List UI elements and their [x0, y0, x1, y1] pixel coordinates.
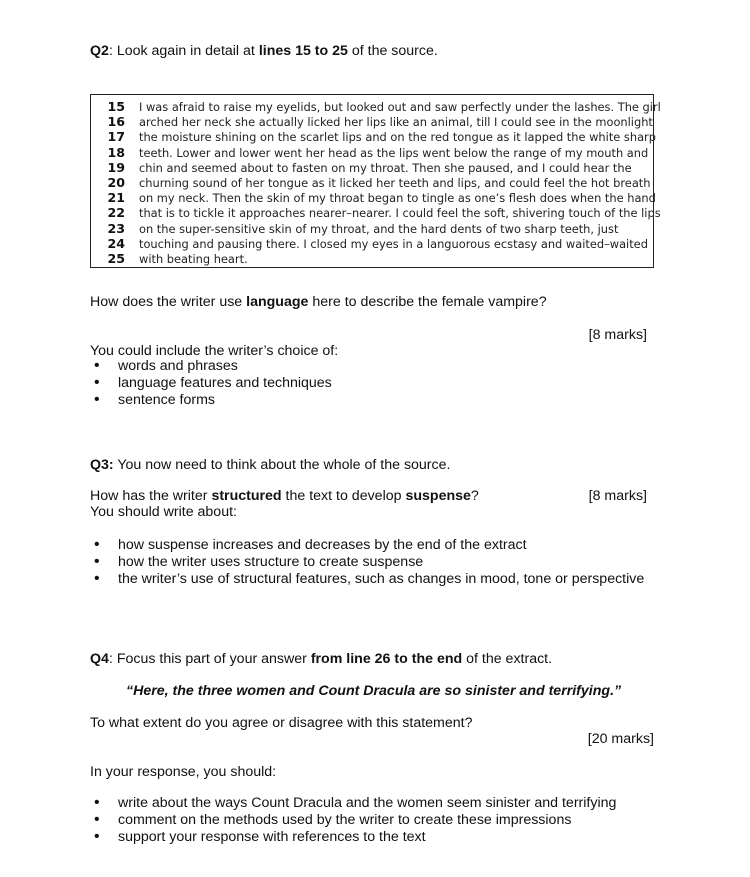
source-line	[101, 160, 632, 175]
q3-marks: [8 marks]	[588, 488, 647, 504]
line-number: 25	[107, 251, 125, 266]
source-line	[101, 190, 656, 205]
q4-instruction: Q4: Focus this part of your answer from line 26 to the end of the extract.	[90, 651, 553, 667]
list-item: • support your response with references to the text	[92, 829, 616, 846]
list-item: • comment on the methods used by the writer to create these impressions	[92, 812, 616, 829]
q4-question: To what extent do you agree or disagree with this statement?	[90, 715, 473, 731]
line-number: 23	[107, 220, 125, 236]
source-line	[101, 251, 248, 266]
source-extract-box	[90, 94, 661, 268]
q3-label: Q3:	[90, 457, 114, 473]
q2-question: How does the writer use language here to describe the female vampire?	[90, 294, 547, 310]
source-line	[101, 129, 656, 144]
line-number: 20	[107, 175, 125, 190]
line-number: 24	[107, 235, 125, 251]
line-text: touching and pausing there. I closed my eyes in a languorous ecstasy and waited–waited	[139, 236, 648, 251]
line-number: 18	[107, 144, 125, 160]
source-line	[101, 99, 661, 114]
q2-label: Q2	[90, 43, 109, 59]
line-number: 16	[107, 114, 125, 130]
line-text: churning sound of her tongue as it licked her teeth and lips, and could feel the hot breath	[139, 176, 651, 190]
list-item: • language features and techniques	[92, 375, 332, 392]
line-text: the moisture shining on the scarlet lips and on the red tongue as it lapped the white sharp	[139, 130, 656, 145]
line-text: arched her neck she actually licked her lips like an animal, till I could see in the moonlight	[139, 115, 653, 130]
line-text: teeth. Lower and lower went her head as the lips went below the range of my mouth and	[139, 145, 649, 160]
list-item: • the writer’s use of structural features, such as changes in mood, tone or perspective	[92, 571, 644, 588]
q4-quote: “Here, the three women and Count Dracula are so sinister and terrifying.”	[126, 683, 622, 699]
line-text: on the super-sensitive skin of my throat, and the hard dents of two sharp teeth, just	[139, 221, 619, 236]
q4-response-intro: In your response, you should:	[90, 764, 277, 780]
source-line	[101, 114, 653, 129]
source-line	[101, 236, 648, 251]
line-number: 19	[107, 159, 125, 175]
q3-instruction: Q3: You now need to think about the whole of the source.	[90, 457, 451, 473]
list-item: • write about the ways Count Dracula and the women seem sinister and terrifying	[92, 795, 616, 812]
list-item: • how suspense increases and decreases by the end of the extract	[92, 537, 644, 554]
line-text: chin and seemed about to fasten on my throat. Then she paused, and I could hear the	[139, 160, 632, 175]
q4-marks: [20 marks]	[587, 731, 654, 747]
line-number: 17	[107, 129, 125, 145]
source-line	[101, 175, 650, 190]
source-line	[101, 145, 648, 160]
q4-label: Q4	[90, 651, 109, 667]
source-line	[101, 205, 661, 220]
q2-could-include: You could include the writer’s choice of:	[90, 343, 339, 359]
line-number: 22	[107, 205, 125, 221]
q2-marks: [8 marks]	[588, 327, 647, 343]
q2-instruction: Q2: Look again in detail at lines 15 to 25 of the source.	[90, 43, 438, 59]
q3-bullet-list	[92, 537, 644, 587]
source-line	[101, 221, 618, 236]
list-item: • words and phrases	[92, 358, 332, 375]
line-number: 15	[107, 99, 125, 114]
list-item: • how the writer uses structure to create suspense	[92, 554, 644, 571]
q4-bullet-list	[92, 795, 616, 845]
q3-question: How has the writer structured the text to develop suspense?	[90, 488, 479, 504]
line-number: 21	[107, 190, 125, 206]
list-item: • sentence forms	[92, 392, 332, 409]
line-text: with beating heart.	[139, 252, 248, 266]
line-text: I was afraid to raise my eyelids, but looked out and saw perfectly under the lashes. The girl	[139, 100, 661, 114]
q2-bullet-list	[92, 358, 332, 408]
line-text: that is to tickle it approaches nearer–nearer. I could feel the soft, shivering touch of the lips	[139, 206, 661, 221]
q3-write-about: You should write about:	[90, 504, 237, 520]
line-text: on my neck. Then the skin of my throat began to tingle as one’s flesh does when the hand	[139, 191, 656, 206]
